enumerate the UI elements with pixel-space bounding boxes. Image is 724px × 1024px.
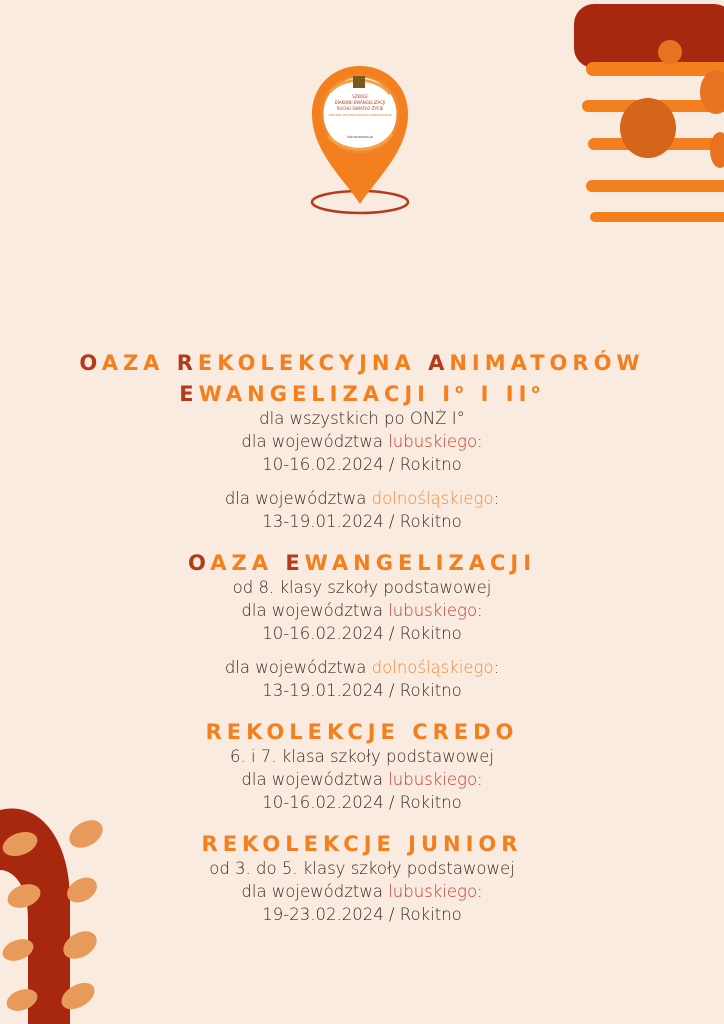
region-suffix: : — [493, 658, 500, 677]
event-dates: 13-19.01.2024 / Rokitno — [262, 512, 462, 531]
title-text: REKOLEKCJE CREDO — [205, 720, 519, 744]
event-dates: 19-23.02.2024 / Rokitno — [262, 905, 462, 924]
region-prefix: dla województwa — [241, 432, 389, 451]
region-name: lubuskiego — [388, 601, 478, 620]
region-line — [0, 880, 724, 903]
section-title — [0, 550, 724, 576]
event-dates: 10-16.02.2024 / Rokitno — [262, 793, 462, 812]
top-right-decoration — [570, 0, 724, 230]
title-text: AZA — [101, 351, 177, 375]
region-suffix: : — [477, 882, 483, 901]
logo-line3: RUCHU ŚWIATŁO-ŻYCIE — [336, 106, 384, 111]
title-initial: A — [428, 351, 450, 375]
logo-line2: DIAKONII EWANGELIZACJI — [334, 100, 386, 105]
title-initial: R — [176, 351, 198, 375]
section-title — [0, 831, 724, 857]
region-suffix: : — [477, 432, 483, 451]
title-initial: E — [179, 382, 199, 406]
logo-line1: SZKOLE — [352, 94, 368, 99]
section-audience: od 3. do 5. klasy szkoły podstawowej — [209, 859, 515, 878]
title-text: AZA — [210, 551, 286, 575]
logo-line4: DIECEZJI ZIELONOGÓRSKO-GORZOWSKIEJ — [328, 113, 392, 117]
event-dates: 10-16.02.2024 / Rokitno — [262, 455, 462, 474]
event-dates: 10-16.02.2024 / Rokitno — [262, 624, 462, 643]
region-prefix: dla województwa — [224, 658, 372, 677]
region-name: lubuskiego — [388, 770, 478, 789]
region-line — [0, 430, 724, 453]
region-prefix: dla województwa — [224, 489, 372, 508]
section-audience: 6. i 7. klasa szkoły podstawowej — [229, 747, 495, 766]
region-name: lubuskiego — [388, 882, 478, 901]
region-suffix: : — [477, 601, 483, 620]
title-text: I II — [468, 382, 532, 406]
section-title — [0, 350, 724, 376]
region-line — [0, 487, 724, 510]
section-audience: dla wszystkich po ONŻ I° — [259, 409, 465, 428]
section-audience: od 8. klasy szkoły podstawowej — [232, 578, 492, 597]
title-text: NIMATORÓW — [449, 351, 645, 375]
region-prefix: dla województwa — [241, 601, 389, 620]
region-name: dolnośląskiego — [371, 489, 494, 508]
title-initial: O — [79, 351, 102, 375]
region-prefix: dla województwa — [241, 770, 389, 789]
title-initial: O — [187, 551, 211, 575]
region-prefix: dla województwa — [241, 882, 389, 901]
title-text: WANGELIZACJI I — [198, 382, 456, 406]
region-suffix: : — [493, 489, 500, 508]
section-title — [0, 376, 724, 407]
logo-line5: lubuskaoaza.pl — [346, 135, 374, 139]
region-suffix: : — [477, 770, 483, 789]
location-pin-logo — [300, 62, 420, 222]
section-title — [0, 719, 724, 745]
title-initial: E — [285, 551, 305, 575]
region-line — [0, 599, 724, 622]
title-degree: o — [455, 382, 469, 396]
events-list — [0, 350, 724, 926]
event-dates: 13-19.01.2024 / Rokitno — [262, 681, 462, 700]
title-text: EKOLEKCYJNA — [197, 351, 429, 375]
title-degree: o — [531, 382, 545, 396]
region-name: dolnośląskiego — [371, 658, 494, 677]
region-name: lubuskiego — [388, 432, 478, 451]
region-line — [0, 656, 724, 679]
title-text: WANGELIZACJI — [304, 551, 537, 575]
region-line — [0, 768, 724, 791]
title-text: REKOLEKCJE JUNIOR — [201, 832, 523, 856]
